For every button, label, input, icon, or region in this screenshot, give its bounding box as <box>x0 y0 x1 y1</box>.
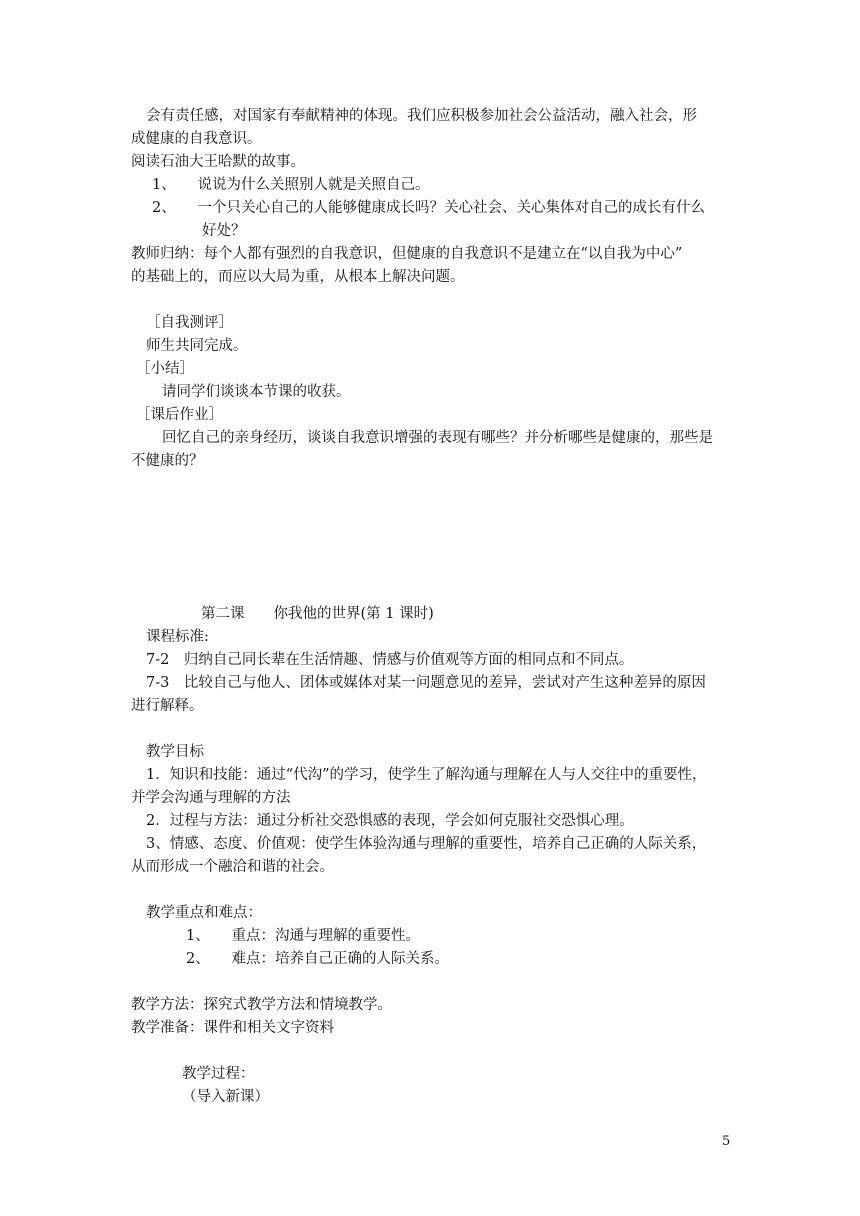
section-heading: 课程标准: <box>146 629 209 645</box>
section-heading: ［自我测评］ <box>146 315 233 331</box>
list-item: 1、 重点：沟通与理解的重要性。 <box>186 928 420 944</box>
text-line: 1．知识和技能：通过“代沟”的学习，使学生了解沟通与理解在人与人交往中的重要性， <box>146 767 707 783</box>
lesson-title: 第二课 你我他的世界(第 1 课时) <box>201 606 434 622</box>
list-item: 1、 说说为什么关照别人就是关照自己。 <box>152 177 430 193</box>
text-line: 的基础上的，而应以大局为重，从根本上解决问题。 <box>131 269 465 285</box>
list-item: 2、 难点：培养自己正确的人际关系。 <box>186 951 449 967</box>
text-line: （导入新课） <box>182 1089 269 1105</box>
text-line: 师生共同完成。 <box>146 338 248 354</box>
text-line: 请同学们谈谈本节课的收获。 <box>162 384 351 400</box>
list-item: 2、 一个只关心自己的人能够健康成长吗？关心社会、关心集体对自己的成长有什么 <box>152 200 705 216</box>
text-line: 从而形成一个融洽和谐的社会。 <box>131 859 334 875</box>
text-line: 教师归纳：每个人都有强烈的自我意识，但健康的自我意识不是建立在“以自我为中心” <box>131 246 683 262</box>
text-line: 并学会沟通与理解的方法 <box>131 790 291 806</box>
text-line: 成健康的自我意识。 <box>131 131 262 147</box>
text-line: 好处？ <box>202 223 246 239</box>
section-heading: 教学目标 <box>146 744 204 760</box>
text-line: 教学方法：探究式教学方法和情境教学。 <box>131 997 392 1013</box>
section-heading: 教学过程： <box>182 1066 255 1082</box>
text-line: 7-3 比较自己与他人、团体或媒体对某一问题意见的差异，尝试对产生这种差异的原因 <box>146 675 706 691</box>
text-line: 2．过程与方法：通过分析社交恐惧感的表现，学会如何克服社交恐惧心理。 <box>146 813 634 829</box>
text-line: 7-2 归纳自己同长辈在生活情趣、情感与价值观等方面的相同点和不同点。 <box>146 652 634 668</box>
page-number: 5 <box>722 1134 731 1149</box>
section-heading: ［课后作业］ <box>136 407 223 423</box>
text-line: 阅读石油大王哈默的故事。 <box>131 154 305 170</box>
text-line: 不健康的？ <box>131 453 204 469</box>
text-line: 教学准备：课件和相关文字资料 <box>131 1020 334 1036</box>
text-line: 进行解释。 <box>131 698 204 714</box>
text-line: 回忆自己的亲身经历，谈谈自我意识增强的表现有哪些？并分析哪些是健康的，那些是 <box>162 430 713 446</box>
text-line: 3、情感、态度、价值观：使学生体验沟通与理解的重要性，培养自己正确的人际关系， <box>146 836 707 852</box>
section-heading: ［小结］ <box>136 361 194 377</box>
text-line: 会有责任感，对国家有奉献精神的体现。我们应积极参加社会公益活动，融入社会，形 <box>146 108 697 124</box>
section-heading: 教学重点和难点： <box>146 905 262 921</box>
